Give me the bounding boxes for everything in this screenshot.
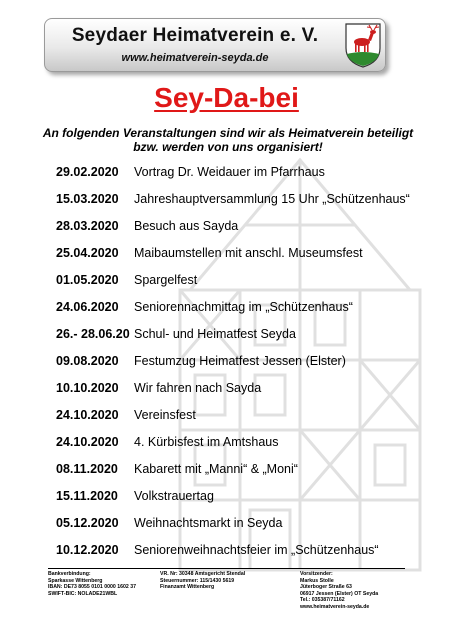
event-date: 25.04.2020	[56, 246, 119, 260]
event-date: 01.05.2020	[56, 273, 119, 287]
intro-line-2: bzw. werden von uns organisiert!	[133, 140, 323, 154]
event-date: 29.02.2020	[56, 165, 119, 179]
event-date: 24.10.2020	[56, 435, 119, 449]
event-description: Vortrag Dr. Weidauer im Pfarrhaus	[134, 165, 325, 179]
event-description: Kabarett mit „Manni“ & „Moni“	[134, 462, 298, 476]
event-date: 10.12.2020	[56, 543, 119, 557]
page-title: Sey-Da-bei	[154, 82, 299, 113]
event-date: 26.- 28.06.20	[56, 327, 130, 341]
website-url[interactable]: www.heimatverein-seyda.de	[121, 52, 269, 64]
event-description: 4. Kürbisfest im Amtshaus	[134, 435, 279, 449]
event-description: Weihnachtsmarkt in Seyda	[134, 516, 283, 530]
event-description: Wir fahren nach Sayda	[134, 381, 262, 395]
footer-bank-info: Bankverbindung: Sparkasse Wittenberg IBAN: DE73 8055 0101 0000 1602 37 SWIFT-BIC: NOLADE21WBL	[48, 571, 136, 597]
org-name: Seydaer Heimatverein e. V.	[71, 25, 319, 46]
coat-of-arms-deer-icon	[344, 22, 382, 68]
event-description: Seniorennachmittag im „Schützenhaus“	[134, 300, 353, 314]
event-description: Seniorenweihnachtsfeier im „Schützenhaus“	[134, 543, 379, 557]
event-date: 15.03.2020	[56, 192, 119, 206]
event-description: Jahreshauptversammlung 15 Uhr „Schützenhaus“	[134, 192, 410, 206]
event-date: 09.08.2020	[56, 354, 119, 368]
footer-divider	[48, 568, 405, 569]
event-date: 28.03.2020	[56, 219, 119, 233]
event-date: 10.10.2020	[56, 381, 119, 395]
intro-line-1: An folgenden Veranstaltungen sind wir als Heimatverein beteiligt	[42, 126, 414, 140]
event-date: 24.10.2020	[56, 408, 119, 422]
event-description: Volkstrauertag	[134, 489, 214, 503]
footer-register-info: VR. Nr: 30348 Amtsgericht Stendal Steuernummer: 115/1430 5619 Finanzamt Wittenberg	[160, 571, 246, 591]
event-description: Besuch aus Sayda	[134, 219, 239, 233]
event-description: Schul- und Heimatfest Seyda	[134, 327, 296, 341]
footer-chair-info: Vorsitzender: Markus Stolle Jüterboger Straße 63 06917 Jessen (Elster) OT Seyda Tel.: 035387/71162 www.heimatverein-seyda.de	[300, 571, 379, 610]
header-banner	[44, 18, 386, 72]
intro-text	[30, 126, 426, 154]
event-date: 24.06.2020	[56, 300, 119, 314]
event-description: Vereinsfest	[134, 408, 196, 422]
event-description: Spargelfest	[134, 273, 198, 287]
event-date: 08.11.2020	[56, 462, 118, 476]
event-date: 05.12.2020	[56, 516, 119, 530]
event-date: 15.11.2020	[56, 489, 118, 503]
event-description: Maibaumstellen mit anschl. Museumsfest	[134, 246, 363, 260]
event-description: Festumzug Heimatfest Jessen (Elster)	[134, 354, 346, 368]
